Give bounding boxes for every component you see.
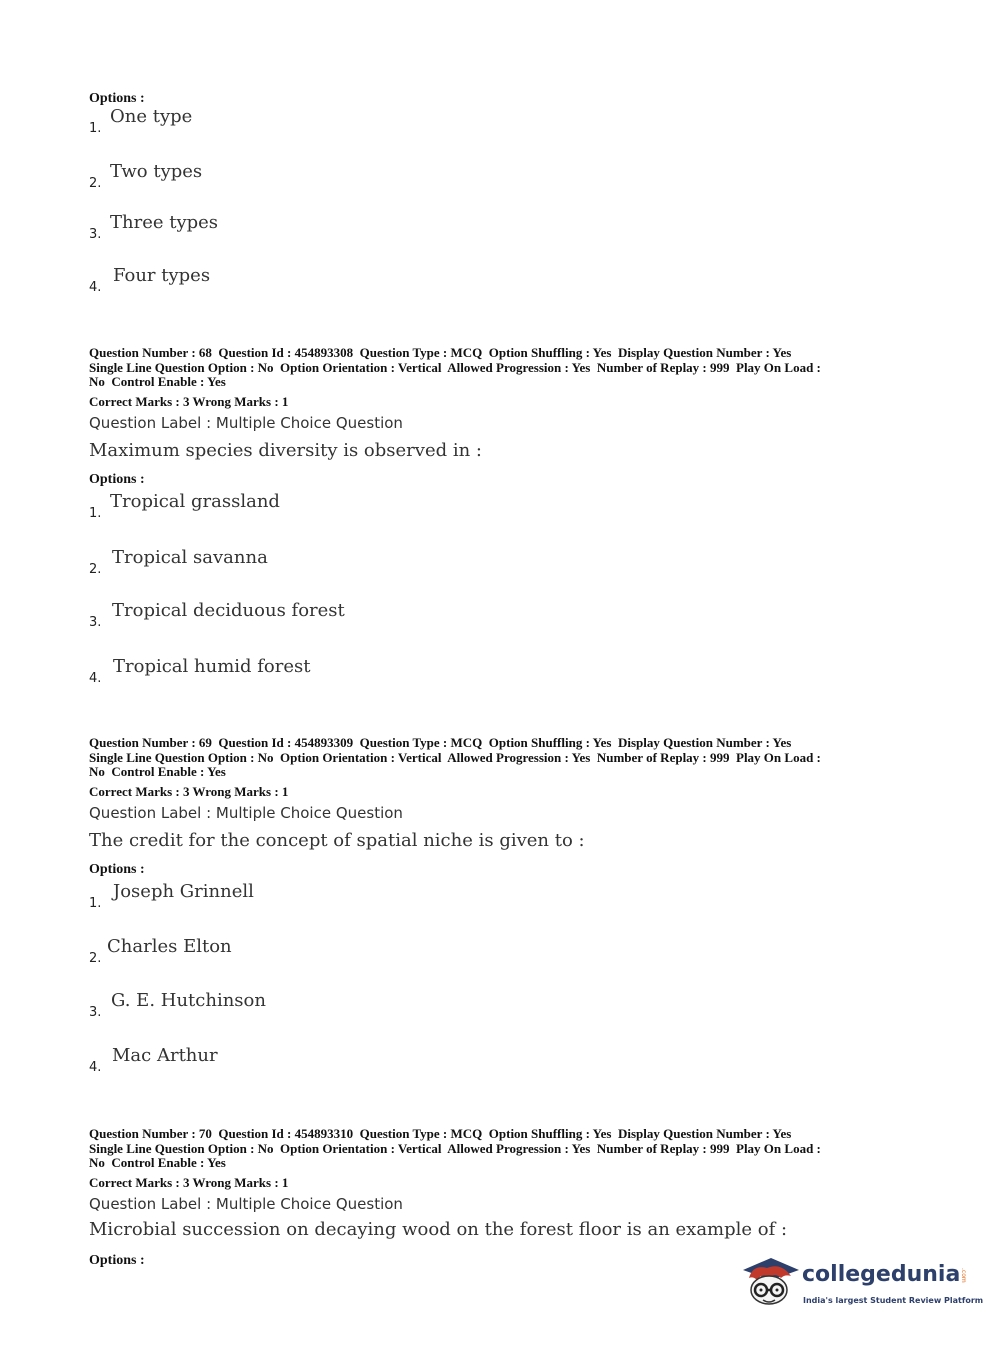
options-label: Options : — [89, 1253, 145, 1268]
question-meta: Question Number : 69 Question Id : 454893309 Question Type : MCQ Option Shuffling : Yes Display Question Number : Yes Single Line Question Option : No Option Orientation : Vertical Allowed Progression : Yes Number of Replay : 999 Play On Load : No Control Enable : Yes — [89, 735, 821, 779]
brand-tagline: India's largest Student Review Platform — [803, 1296, 984, 1305]
option-text: Tropical deciduous forest — [112, 600, 345, 621]
option-1 — [89, 106, 689, 136]
option-1 — [89, 491, 689, 521]
option-text: G. E. Hutchinson — [111, 990, 266, 1011]
option-4 — [89, 1045, 689, 1075]
question-label: Question Label : Multiple Choice Question — [89, 804, 403, 822]
brand-domain: .com — [960, 1268, 967, 1283]
option-number: 3. — [89, 615, 102, 630]
option-text: Three types — [110, 212, 219, 233]
question-marks: Correct Marks : 3 Wrong Marks : 1 — [89, 1175, 289, 1190]
option-number: 1. — [89, 121, 102, 136]
option-3 — [89, 212, 689, 242]
question-label: Question Label : Multiple Choice Question — [89, 414, 403, 432]
option-2 — [89, 547, 689, 577]
option-text: Tropical humid forest — [113, 656, 311, 677]
option-number: 4. — [89, 671, 102, 686]
options-label: Options : — [89, 91, 145, 106]
question-text: Microbial succession on decaying wood on the forest floor is an example of : — [89, 1219, 788, 1240]
options-label: Options : — [89, 862, 145, 877]
mascot-icon — [741, 1248, 801, 1318]
option-text: One type — [110, 106, 193, 127]
collegedunia-logo — [741, 1248, 984, 1318]
option-text: Tropical savanna — [112, 547, 268, 568]
option-3 — [89, 990, 689, 1020]
option-number: 3. — [89, 1005, 102, 1020]
option-number: 4. — [89, 1060, 102, 1075]
question-text: The credit for the concept of spatial niche is given to : — [89, 830, 585, 851]
option-2 — [89, 936, 689, 966]
option-text: Two types — [110, 161, 203, 182]
option-number: 2. — [89, 562, 102, 577]
option-text: Mac Arthur — [112, 1045, 218, 1066]
option-number: 1. — [89, 896, 102, 911]
option-text: Four types — [113, 265, 211, 286]
option-number: 2. — [89, 176, 102, 191]
option-text: Joseph Grinnell — [113, 881, 254, 902]
option-number: 4. — [89, 280, 102, 295]
option-1 — [89, 881, 689, 911]
option-2 — [89, 161, 689, 191]
option-number: 2. — [89, 951, 102, 966]
option-number: 3. — [89, 227, 102, 242]
options-label: Options : — [89, 472, 145, 487]
question-marks: Correct Marks : 3 Wrong Marks : 1 — [89, 394, 289, 409]
option-3 — [89, 600, 689, 630]
option-text: Tropical grassland — [110, 491, 280, 512]
option-text: Charles Elton — [107, 936, 232, 957]
option-number: 1. — [89, 506, 102, 521]
option-4 — [89, 265, 689, 295]
option-4 — [89, 656, 689, 686]
question-marks: Correct Marks : 3 Wrong Marks : 1 — [89, 784, 289, 799]
question-meta: Question Number : 68 Question Id : 454893308 Question Type : MCQ Option Shuffling : Yes Display Question Number : Yes Single Line Question Option : No Option Orientation : Vertical Allowed Progression : Yes Number of Replay : 999 Play On Load : No Control Enable : Yes — [89, 345, 821, 389]
question-text: Maximum species diversity is observed in : — [89, 440, 482, 461]
question-meta: Question Number : 70 Question Id : 454893310 Question Type : MCQ Option Shuffling : Yes Display Question Number : Yes Single Line Question Option : No Option Orientation : Vertical Allowed Progression : Yes Number of Replay : 999 Play On Load : No Control Enable : Yes — [89, 1126, 821, 1170]
question-label: Question Label : Multiple Choice Question — [89, 1195, 403, 1213]
brand-name: collegedunia — [802, 1262, 961, 1287]
